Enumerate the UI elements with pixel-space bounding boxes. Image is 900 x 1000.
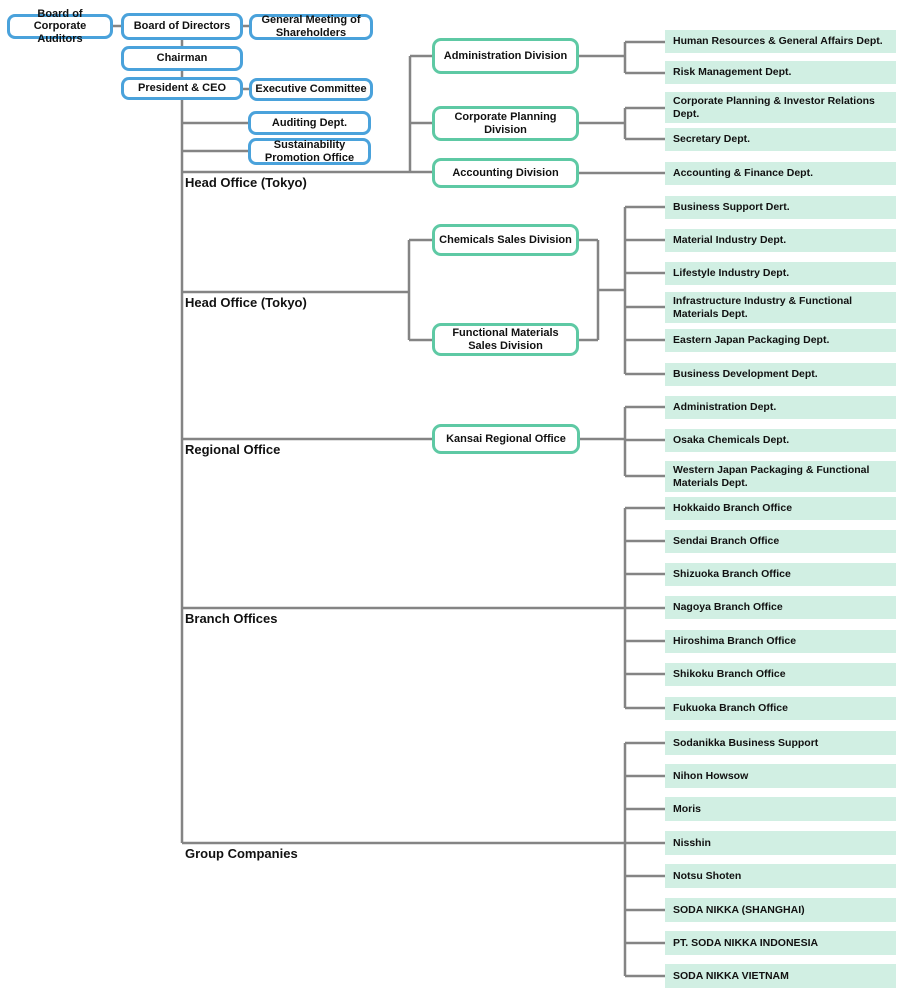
company-moris: Moris [665,797,896,821]
dept-osaka-chemicals: Osaka Chemicals Dept. [665,429,896,452]
section-label-regional-office: Regional Office [185,442,281,457]
office-hiroshima: Hiroshima Branch Office [665,630,896,653]
node-corporate-planning-division: Corporate Planning Division [432,106,579,141]
node-auditing-dept: Auditing Dept. [248,111,371,135]
dept-eastern-japan-packaging: Eastern Japan Packaging Dept. [665,329,896,352]
dept-business-development: Business Development Dept. [665,363,896,386]
company-soda-nikka-vietnam: SODA NIKKA VIETNAM [665,964,896,988]
node-kansai-regional-office: Kansai Regional Office [432,424,580,454]
node-accounting-division: Accounting Division [432,158,579,188]
node-chemicals-sales-division: Chemicals Sales Division [432,224,579,256]
dept-administration: Administration Dept. [665,396,896,419]
office-fukuoka: Fukuoka Branch Office [665,697,896,720]
section-label-group-companies: Group Companies [185,846,298,861]
company-nisshin: Nisshin [665,831,896,855]
company-sodanikka-business-support: Sodanikka Business Support [665,731,896,755]
dept-material-industry: Material Industry Dept. [665,229,896,252]
dept-lifestyle-industry: Lifestyle Industry Dept. [665,262,896,285]
dept-business-support: Business Support Dert. [665,196,896,219]
node-executive-committee: Executive Committee [249,78,373,101]
office-hokkaido: Hokkaido Branch Office [665,497,896,520]
node-functional-materials-sales-division: Functional Materials Sales Division [432,323,579,356]
dept-corporate-planning-investor-relations: Corporate Planning & Investor Relations Dept. [665,92,896,123]
node-sustainability-promotion-office: Sustainability Promotion Office [248,138,371,165]
node-chairman: Chairman [121,46,243,71]
node-board-of-corporate-auditors: Board of Corporate Auditors [7,14,113,39]
office-shikoku: Shikoku Branch Office [665,663,896,686]
connector-section-branch [182,508,665,708]
dept-infrastructure-industry-functional-materials: Infrastructure Industry & Functional Materials Dept. [665,292,896,323]
office-shizuoka: Shizuoka Branch Office [665,563,896,586]
company-soda-nikka-shanghai: SODA NIKKA (SHANGHAI) [665,898,896,922]
dept-secretary: Secretary Dept. [665,128,896,151]
office-sendai: Sendai Branch Office [665,530,896,553]
company-notsu-shoten: Notsu Shoten [665,864,896,888]
node-president-ceo: President & CEO [121,77,243,100]
company-pt-soda-nikka-indonesia: PT. SODA NIKKA INDONESIA [665,931,896,955]
node-general-meeting-of-shareholders: General Meeting of Shareholders [249,14,373,40]
node-board-of-directors: Board of Directors [121,13,243,40]
dept-accounting-finance: Accounting & Finance Dept. [665,162,896,185]
company-nihon-howsow: Nihon Howsow [665,764,896,788]
node-administration-division: Administration Division [432,38,579,74]
dept-risk-management: Risk Management Dept. [665,61,896,84]
connector-section-head-office-2 [182,207,665,374]
office-nagoya: Nagoya Branch Office [665,596,896,619]
dept-western-japan-packaging-functional-materials: Western Japan Packaging & Functional Materials Dept. [665,461,896,492]
section-label-head-office-1: Head Office (Tokyo) [185,175,307,190]
connector-governance [113,26,249,843]
section-label-branch-offices: Branch Offices [185,611,278,626]
section-label-head-office-2: Head Office (Tokyo) [185,295,307,310]
dept-human-resources-general-affairs: Human Resources & General Affairs Dept. [665,30,896,53]
